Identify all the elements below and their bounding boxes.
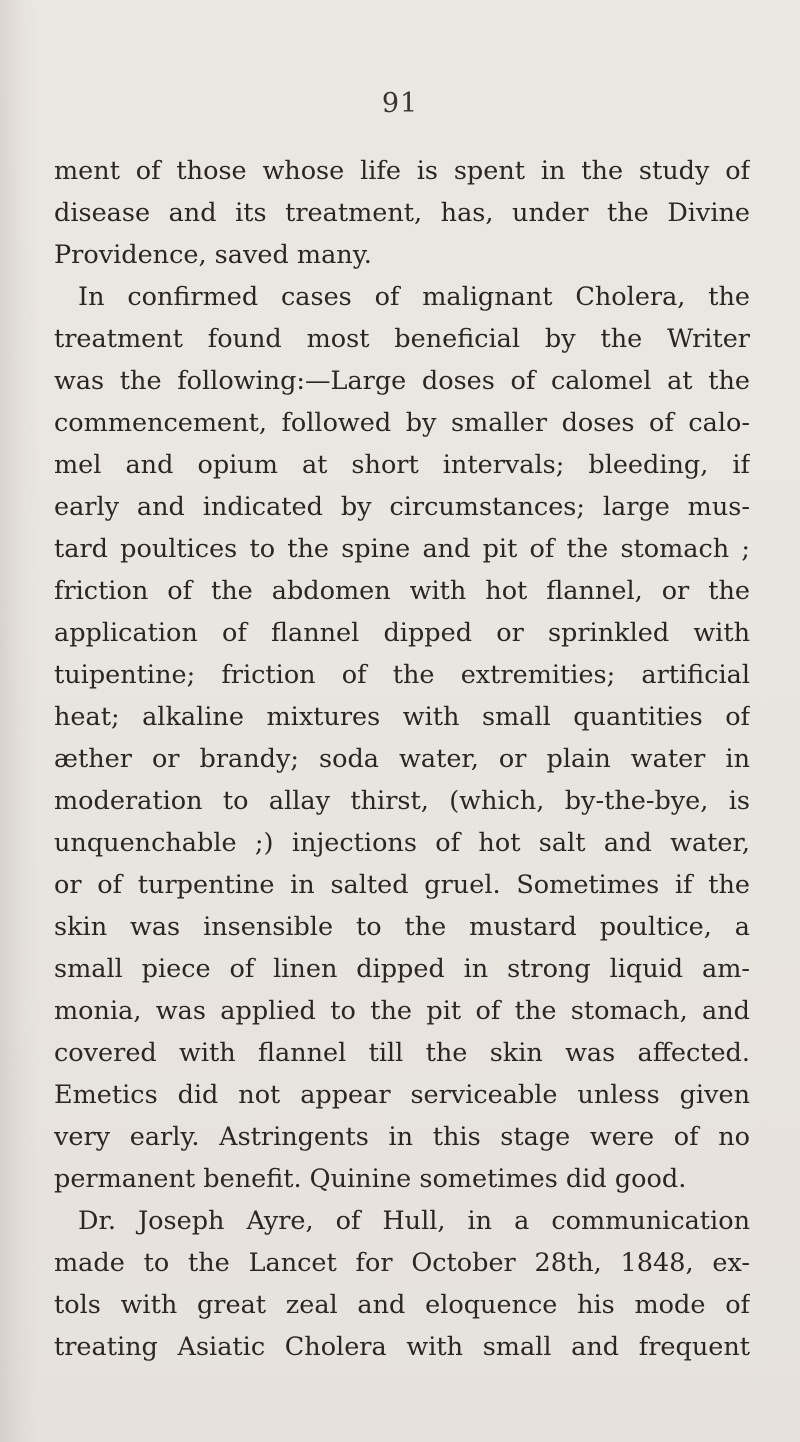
text-line: was the following:—Large doses of calomel at the [54, 366, 750, 396]
text-line: unquenchable ;) injections of hot salt and water, [54, 828, 750, 858]
text-line: Dr. Joseph Ayre, of Hull, in a communication [78, 1206, 750, 1236]
text-line: disease and its treatment, has, under the Divine [54, 198, 750, 228]
text-line: Providence, saved many. [54, 240, 372, 270]
text-line: treatment found most beneficial by the Writer [54, 324, 750, 354]
text-line: tuipentine; friction of the extremities; artificial [54, 660, 750, 690]
text-line: very early. Astringents in this stage were of no [54, 1122, 750, 1152]
text-line: skin was insensible to the mustard poultice, a [54, 912, 750, 942]
text-line: In confirmed cases of malignant Cholera, the [78, 282, 750, 312]
text-line: æther or brandy; soda water, or plain water in [54, 744, 750, 774]
text-line: commencement, followed by smaller doses of calo- [54, 408, 750, 438]
text-line: ment of those whose life is spent in the study of [54, 156, 750, 186]
text-line: friction of the abdomen with hot flannel, or the [54, 576, 750, 606]
text-line: tard poultices to the spine and pit of the stomach ; [54, 534, 750, 564]
text-line: heat; alkaline mixtures with small quantities of [54, 702, 750, 732]
text-line: permanent benefit. Quinine sometimes did good. [54, 1164, 687, 1194]
text-line: made to the Lancet for October 28th, 1848, ex- [54, 1248, 750, 1278]
text-line: moderation to allay thirst, (which, by-the-bye, is [54, 786, 750, 816]
text-line: Emetics did not appear serviceable unless given [54, 1080, 750, 1110]
text-line: tols with great zeal and eloquence his mode of [54, 1290, 750, 1320]
text-line: or of turpentine in salted gruel. Sometimes if the [54, 870, 750, 900]
text-line: application of flannel dipped or sprinkled with [54, 618, 750, 648]
text-line: covered with flannel till the skin was affected. [54, 1038, 750, 1068]
text-line: treating Asiatic Cholera with small and frequent [54, 1332, 750, 1362]
text-line: small piece of linen dipped in strong liquid am- [54, 954, 750, 984]
body-text [54, 150, 750, 1368]
page-number: 91 [381, 88, 419, 119]
text-line: monia, was applied to the pit of the stomach, and [54, 996, 750, 1026]
text-line: mel and opium at short intervals; bleeding, if [54, 450, 750, 480]
text-line: early and indicated by circumstances; large mus- [54, 492, 750, 522]
